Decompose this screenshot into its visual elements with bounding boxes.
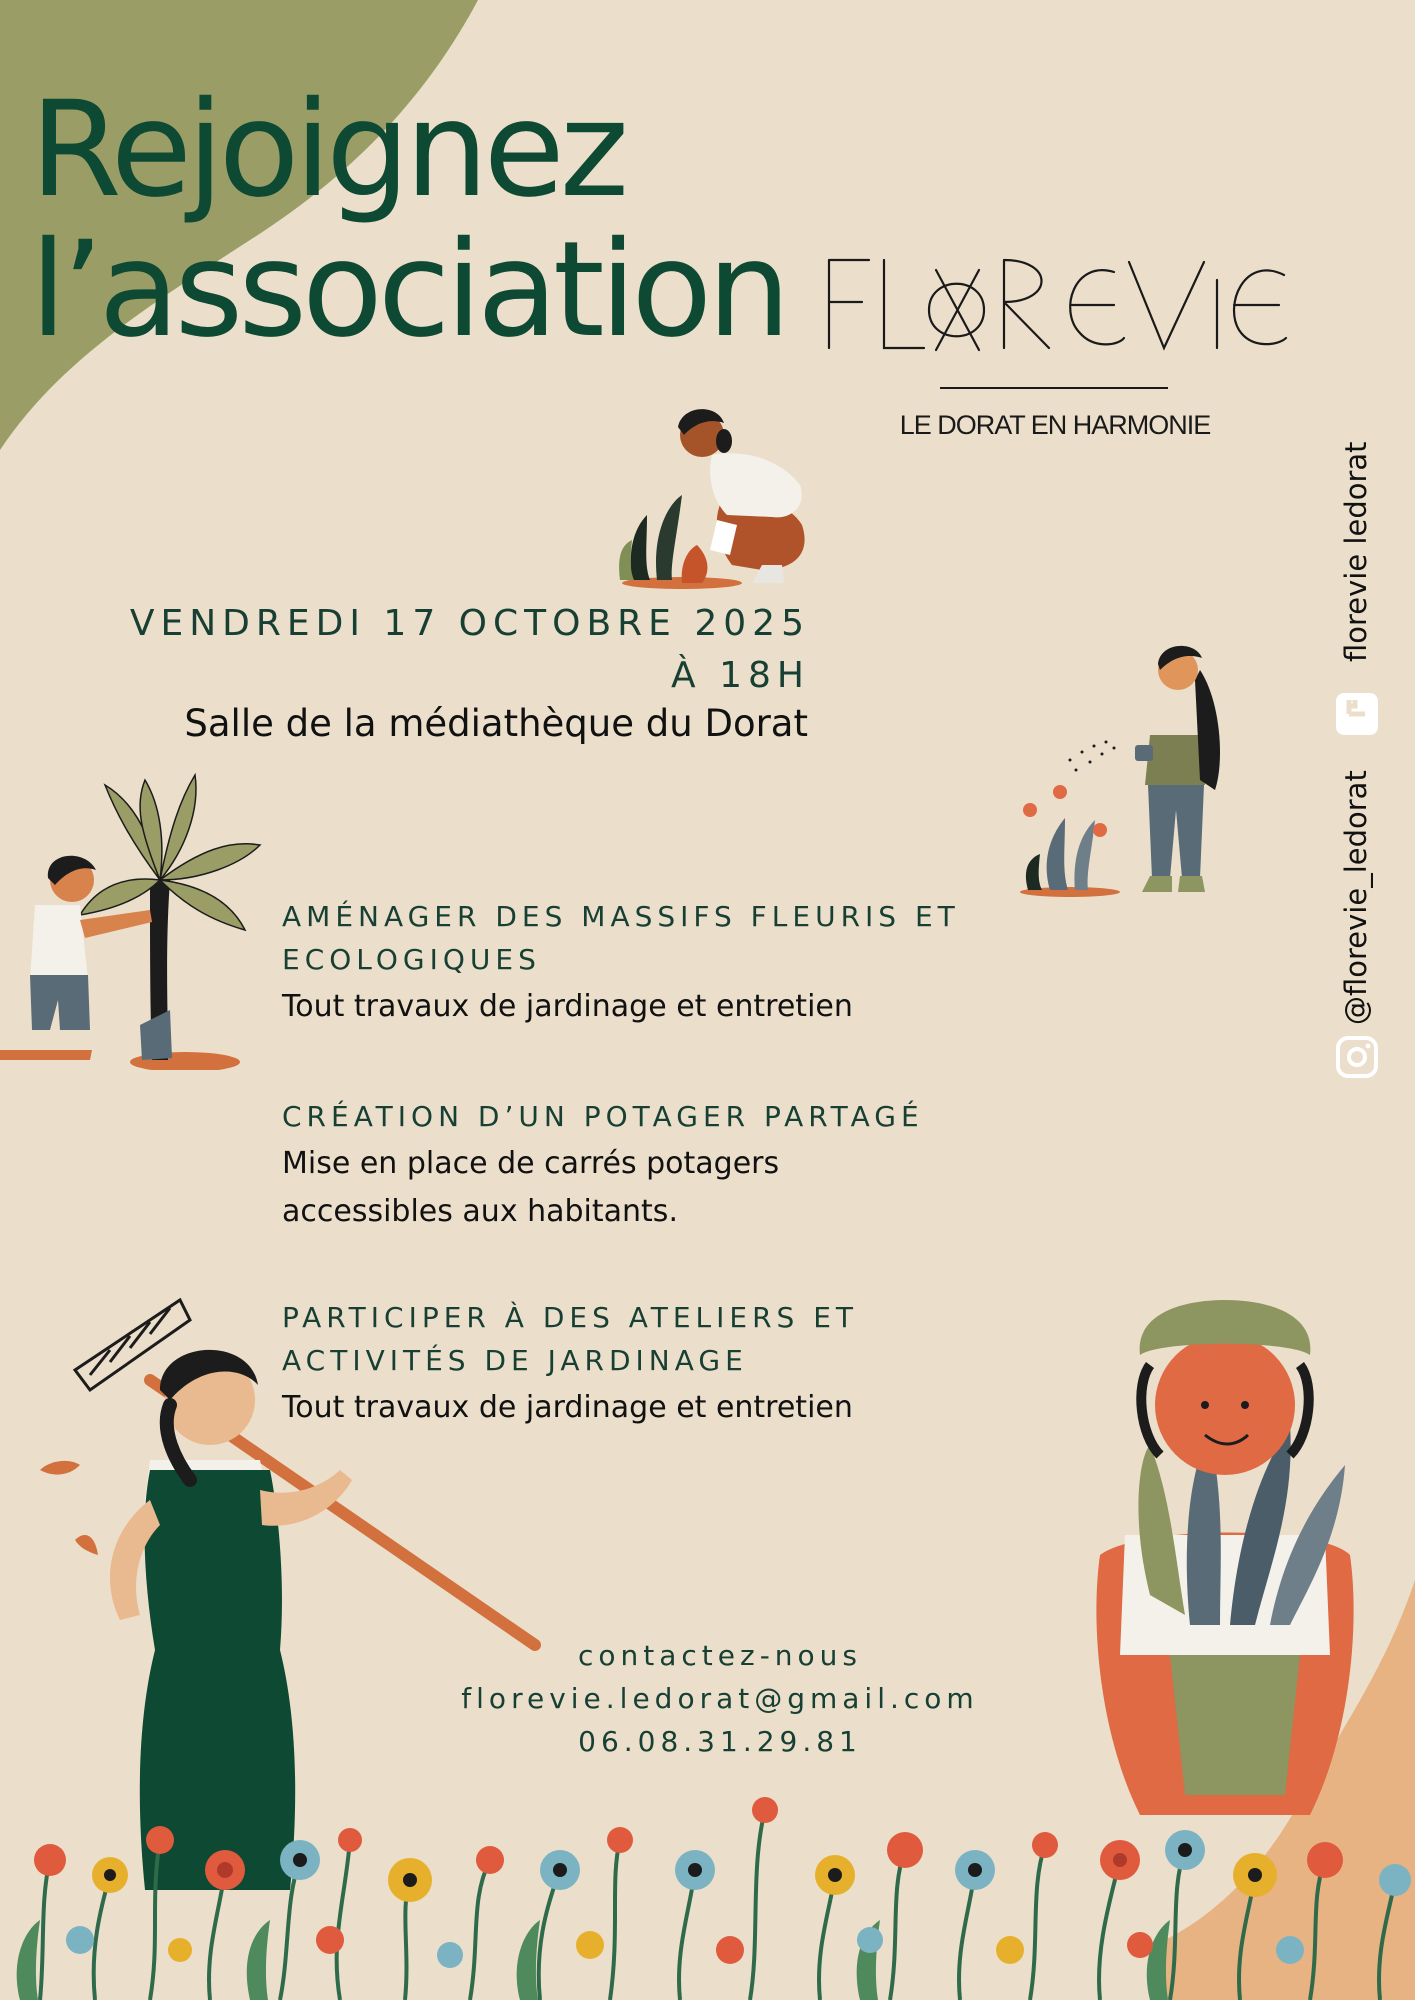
social-links bbox=[1333, 420, 1383, 1090]
activity-2-description bbox=[282, 1140, 1022, 1236]
activity-2 bbox=[282, 1095, 1022, 1236]
activity-1-heading-line-2: ECOLOGIQUES bbox=[282, 943, 541, 976]
title-line-1: Rejoignez bbox=[30, 73, 625, 227]
flower-border bbox=[0, 1780, 1415, 2000]
activity-2-description-line-1: Mise en place de carrés potagers bbox=[282, 1146, 780, 1181]
gardener-planting-illustration bbox=[612, 405, 822, 590]
page-title bbox=[30, 73, 786, 367]
activity-2-heading-line-1: CRÉATION D’UN POTAGER PARTAGÉ bbox=[282, 1100, 924, 1133]
activity-1-heading bbox=[282, 895, 1022, 981]
event-date-block bbox=[130, 598, 810, 702]
florevie-logo bbox=[824, 250, 1294, 360]
event-date: VENDREDI 17 OCTOBRE 2025 bbox=[129, 603, 810, 644]
woman-watering-illustration bbox=[1010, 640, 1240, 900]
man-holding-plant-illustration bbox=[1080, 1295, 1370, 1855]
contact-email[interactable]: florevie.ledorat@gmail.com bbox=[461, 1682, 979, 1715]
contact-phone[interactable]: 06.08.31.29.81 bbox=[578, 1725, 862, 1758]
activity-1-heading-line-1: AMÉNAGER DES MASSIFS FLEURIS ET bbox=[282, 900, 960, 933]
contact-label: contactez-nous bbox=[577, 1639, 863, 1672]
activity-3-heading-line-1: PARTICIPER À DES ATELIERS ET bbox=[282, 1301, 858, 1334]
activity-3-heading-line-2: ACTIVITÉS DE JARDINAGE bbox=[282, 1344, 748, 1377]
event-time: À 18H bbox=[671, 655, 810, 696]
activity-1 bbox=[282, 895, 1022, 1031]
activity-3-description-line-1: Tout travaux de jardinage et entretien bbox=[282, 1390, 853, 1425]
man-with-palm-illustration bbox=[0, 770, 280, 1070]
facebook-handle[interactable]: florevie ledorat bbox=[1339, 441, 1373, 662]
activity-2-heading bbox=[282, 1095, 1022, 1138]
instagram-handle[interactable]: @florevie_ledorat bbox=[1339, 770, 1373, 1025]
activity-1-description-line-1: Tout travaux de jardinage et entretien bbox=[282, 989, 853, 1024]
title-line-2: l’association bbox=[30, 213, 786, 367]
activity-1-description bbox=[282, 983, 1022, 1031]
logo-tagline: LE DORAT EN HARMONIE bbox=[899, 410, 1211, 440]
event-venue: Salle de la médiathèque du Dorat bbox=[184, 702, 808, 745]
contact-block bbox=[420, 1634, 1020, 1763]
logo-divider bbox=[940, 387, 1168, 389]
facebook-icon[interactable] bbox=[1335, 692, 1379, 736]
activity-2-description-line-2: accessibles aux habitants. bbox=[282, 1194, 678, 1229]
instagram-icon[interactable] bbox=[1335, 1035, 1379, 1079]
